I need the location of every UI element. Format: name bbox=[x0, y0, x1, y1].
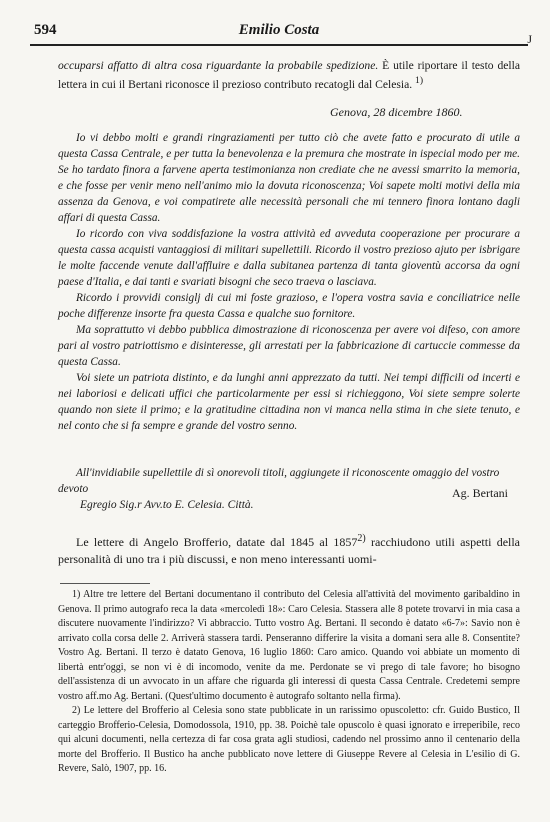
letter-paragraph: Io ricordo con viva soddisfazione la vostra attività ed avveduta cooperazione per procurare a questa cassa acquisti vantaggiosi di militari supellettili. Ricordo il vostro prezioso ajuto per isbrigare le molte faccende venute dall'affluire e dalla subitanea partenza di tanta gioventù accorsa da ogni paese d'Italia, e dai tanti e svariati bisogni che seco traeva o lasciava. bbox=[58, 228, 520, 288]
letter-paragraph: Ma soprattutto vi debbo pubblica dimostrazione di riconoscenza per avere voi difeso, con amore pari al vostro patriottismo e disinteresse, gli arrestati per la fabbricazione di cartuccie commesse da questa Cassa. bbox=[58, 324, 520, 368]
intro-text: È utile riportare il testo della lettera in cui il Bertani riconosce il prezioso contributo recatogli dal Celesia. bbox=[58, 59, 520, 91]
footnote-ref-2: 2) bbox=[357, 533, 366, 544]
letter-paragraph: Io vi debbo molti e grandi ringraziamenti per tutto ciò che avete fatto e procurato di utile a questa Cassa Centrale, e per tutta la benevolenza e la premura che mostrate in ispecial modo per me. Se ho tardato finora a farvene aperta testimonianza non crediate che ne avessi smarrito la memoria, e che fosse per venir meno nell'animo mio la dovuta riconoscenza; Voi sapete molti motivi della mia assenza da Genova, e voi compatirete alle necessità personali che mi tennero finora lontano dagli affari di questa Cassa. bbox=[58, 132, 520, 224]
footnote: 2) Le lettere del Brofferio al Celesia sono state pubblicate in un rarissimo opuscoletto: cfr. Guido Bustico, Il carteggio Brofferio-Celesia, Domodossola, 1910, pp. 38. Poichè tale opuscolo è quasi ignorato e irreperibile, reco qui alcuni documenti, nella certezza di far cosa grata agli studiosi, cadendo nel prossimo anno il centenario della morte del Brofferio. Il Bustico ha anche pubblicato nove lettere di Giuseppe Revere al Celesia in L'esilio di G. Revere, Salò, 1907, pp. 16. bbox=[58, 705, 520, 774]
letter-closing-block bbox=[58, 465, 520, 500]
running-head: Emilio Costa bbox=[238, 22, 320, 38]
footnote: 1) Altre tre lettere del Bertani documentano il contributo del Celesia all'attività del movimento garibaldino in Genova. Il primo autografo reca la data «mercoledì 18»: Caro Celesia. Stassera alle 8 potete trovarvi in mia casa a discutere nuovamente l'indirizzo? Vi abbraccio. Tutto vostro Ag. Bertani. Il secondo è datato «6-7»: Savio non è arrivato colla corsa delle 2. Arriverà stassera tardi. Penseranno differire la visita a domani sera alle 8. Consentite? Vostro Ag. Bertani. Il terzo è datato Genova, 16 luglio 1860: Caro amico. Quando voi abbiate un momento di libertà entr'oggi, se non vi è di incomodo, venite da me. Perdonate se vi prego di tale favore; ho bisogno dell'assistenza di un avvocato in un affare che riguarda gli interessi di questa Cassa Centrale. Credetemi sempre vostro aff.mo Ag. Bertani. (Quest'ultimo documento è autografo soltanto nella firma). bbox=[58, 589, 520, 702]
page-number: 594 bbox=[34, 22, 57, 38]
footnote-rule bbox=[60, 583, 150, 584]
letter-dateline: Genova, 28 dicembre 1860. bbox=[330, 105, 463, 119]
letter-paragraph: Ricordo i provvidi consiglj di cui mi foste grazioso, e l'opera vostra savia e conciliatrice nelle poche differenze insorte fra questa Cassa e qualche suo fornitore. bbox=[58, 292, 520, 320]
footnote-ref-1: 1) bbox=[415, 75, 424, 86]
paragraph-text: Le lettere di Angelo Brofferio, datate dal 1845 al 1857 bbox=[76, 535, 358, 549]
letter-addressee: Egregio Sig.r Avv.to E. Celesia. Città. bbox=[80, 499, 254, 511]
letter-signature: Ag. Bertani bbox=[452, 486, 508, 500]
footnotes bbox=[58, 588, 520, 777]
letter-body bbox=[58, 130, 520, 434]
letter-closing: All'invidiabile supellettile di sì onorevoli titoli, aggiungete il riconoscente omaggio del vostro devoto bbox=[58, 467, 500, 495]
letter-paragraph: Voi siete un patriota distinto, e da lunghi anni apprezzato da tutti. Nei tempi difficili od incerti e nei laboriosi e delicati uffici che particolarmente per essi si richieggono, Voi siete sempre solerte quando non siete il primo; e la gratitudine cittadina non vi manca nella stima in che siete tenuto, e nel conto che si fa sempre e grande del vostro senno. bbox=[58, 372, 520, 432]
paragraph-text-cont: racchiudono utili aspetti della personalità di uno tra i più discussi, e non meno interessanti uomi- bbox=[58, 535, 521, 566]
intro-paragraph bbox=[58, 58, 520, 92]
intro-italic: occuparsi affatto di altra cosa riguardante la probabile spedizione. bbox=[58, 59, 379, 72]
header-mark: J bbox=[527, 32, 532, 46]
page-header bbox=[30, 18, 532, 46]
body-paragraph bbox=[58, 530, 520, 568]
